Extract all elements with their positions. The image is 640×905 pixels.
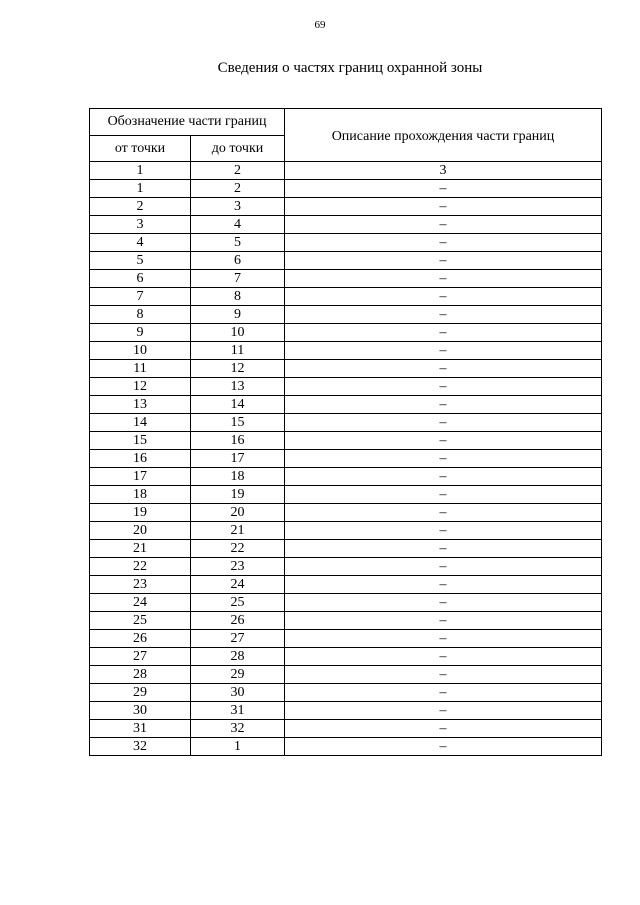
table-row <box>90 198 602 216</box>
description-cell: – <box>285 468 602 486</box>
from-point-cell: 25 <box>90 612 191 630</box>
to-point-cell: 30 <box>191 684 285 702</box>
to-point-cell: 27 <box>191 630 285 648</box>
to-point-cell: 10 <box>191 324 285 342</box>
from-point-cell: 2 <box>90 198 191 216</box>
header-boundary-description: Описание прохождения части границ <box>285 109 602 162</box>
column-number-row <box>90 162 602 180</box>
description-cell: – <box>285 324 602 342</box>
to-point-cell: 14 <box>191 396 285 414</box>
from-point-cell: 16 <box>90 450 191 468</box>
to-point-cell: 32 <box>191 720 285 738</box>
from-point-cell: 27 <box>90 648 191 666</box>
description-cell: – <box>285 306 602 324</box>
description-cell: – <box>285 198 602 216</box>
from-point-cell: 28 <box>90 666 191 684</box>
table-row <box>90 234 602 252</box>
from-point-cell: 19 <box>90 504 191 522</box>
description-cell: – <box>285 576 602 594</box>
to-point-cell: 15 <box>191 414 285 432</box>
description-cell: – <box>285 702 602 720</box>
description-cell: – <box>285 270 602 288</box>
page-number: 69 <box>314 19 326 31</box>
table-row <box>90 306 602 324</box>
table-row <box>90 270 602 288</box>
from-point-cell: 18 <box>90 486 191 504</box>
table-row <box>90 576 602 594</box>
description-cell: – <box>285 522 602 540</box>
to-point-cell: 22 <box>191 540 285 558</box>
table-row <box>90 630 602 648</box>
table-row <box>90 558 602 576</box>
from-point-cell: 14 <box>90 414 191 432</box>
table-row <box>90 738 602 756</box>
description-cell: – <box>285 612 602 630</box>
header-from-point: от точки <box>90 136 191 162</box>
table-row <box>90 540 602 558</box>
description-cell: – <box>285 216 602 234</box>
to-point-cell: 6 <box>191 252 285 270</box>
description-cell: – <box>285 504 602 522</box>
to-point-cell: 2 <box>191 180 285 198</box>
boundary-parts-table <box>89 108 602 756</box>
to-point-cell: 11 <box>191 342 285 360</box>
to-point-cell: 7 <box>191 270 285 288</box>
from-point-cell: 24 <box>90 594 191 612</box>
from-point-cell: 13 <box>90 396 191 414</box>
from-point-cell: 1 <box>90 180 191 198</box>
description-cell: – <box>285 684 602 702</box>
description-cell: – <box>285 666 602 684</box>
table-row <box>90 324 602 342</box>
description-cell: – <box>285 738 602 756</box>
from-point-cell: 7 <box>90 288 191 306</box>
description-cell: – <box>285 360 602 378</box>
to-point-cell: 16 <box>191 432 285 450</box>
from-point-cell: 11 <box>90 360 191 378</box>
to-point-cell: 1 <box>191 738 285 756</box>
from-point-cell: 22 <box>90 558 191 576</box>
from-point-cell: 5 <box>90 252 191 270</box>
to-point-cell: 19 <box>191 486 285 504</box>
table-row <box>90 378 602 396</box>
table-row <box>90 684 602 702</box>
from-point-cell: 30 <box>90 702 191 720</box>
description-cell: – <box>285 648 602 666</box>
column-number: 2 <box>191 162 285 180</box>
to-point-cell: 20 <box>191 504 285 522</box>
to-point-cell: 5 <box>191 234 285 252</box>
table-body <box>90 162 602 756</box>
table-row <box>90 216 602 234</box>
table-row <box>90 288 602 306</box>
from-point-cell: 29 <box>90 684 191 702</box>
table-row <box>90 702 602 720</box>
from-point-cell: 20 <box>90 522 191 540</box>
to-point-cell: 23 <box>191 558 285 576</box>
to-point-cell: 3 <box>191 198 285 216</box>
from-point-cell: 9 <box>90 324 191 342</box>
to-point-cell: 31 <box>191 702 285 720</box>
description-cell: – <box>285 594 602 612</box>
table-row <box>90 594 602 612</box>
from-point-cell: 3 <box>90 216 191 234</box>
from-point-cell: 12 <box>90 378 191 396</box>
from-point-cell: 6 <box>90 270 191 288</box>
from-point-cell: 10 <box>90 342 191 360</box>
table-row <box>90 468 602 486</box>
table-row <box>90 432 602 450</box>
from-point-cell: 4 <box>90 234 191 252</box>
description-cell: – <box>285 288 602 306</box>
table-row <box>90 504 602 522</box>
table-row <box>90 252 602 270</box>
to-point-cell: 17 <box>191 450 285 468</box>
description-cell: – <box>285 234 602 252</box>
description-cell: – <box>285 180 602 198</box>
table-row <box>90 180 602 198</box>
table-row <box>90 648 602 666</box>
table-row <box>90 522 602 540</box>
description-cell: – <box>285 414 602 432</box>
from-point-cell: 8 <box>90 306 191 324</box>
column-number: 1 <box>90 162 191 180</box>
table-row <box>90 342 602 360</box>
to-point-cell: 18 <box>191 468 285 486</box>
to-point-cell: 25 <box>191 594 285 612</box>
description-cell: – <box>285 342 602 360</box>
to-point-cell: 29 <box>191 666 285 684</box>
description-cell: – <box>285 630 602 648</box>
to-point-cell: 13 <box>191 378 285 396</box>
description-cell: – <box>285 378 602 396</box>
to-point-cell: 8 <box>191 288 285 306</box>
description-cell: – <box>285 540 602 558</box>
table-row <box>90 414 602 432</box>
table-row <box>90 486 602 504</box>
header-boundary-part-designation: Обозначение части границ <box>90 109 285 136</box>
to-point-cell: 12 <box>191 360 285 378</box>
from-point-cell: 23 <box>90 576 191 594</box>
table-row <box>90 612 602 630</box>
to-point-cell: 24 <box>191 576 285 594</box>
table-row <box>90 360 602 378</box>
to-point-cell: 21 <box>191 522 285 540</box>
to-point-cell: 26 <box>191 612 285 630</box>
description-cell: – <box>285 720 602 738</box>
from-point-cell: 26 <box>90 630 191 648</box>
description-cell: – <box>285 558 602 576</box>
table-row <box>90 666 602 684</box>
from-point-cell: 17 <box>90 468 191 486</box>
from-point-cell: 15 <box>90 432 191 450</box>
table-row <box>90 450 602 468</box>
page-title: Сведения о частях границ охранной зоны <box>217 60 483 76</box>
table-row <box>90 396 602 414</box>
description-cell: – <box>285 252 602 270</box>
description-cell: – <box>285 450 602 468</box>
table-row <box>90 720 602 738</box>
header-to-point: до точки <box>191 136 285 162</box>
column-number: 3 <box>285 162 602 180</box>
from-point-cell: 31 <box>90 720 191 738</box>
description-cell: – <box>285 432 602 450</box>
description-cell: – <box>285 396 602 414</box>
from-point-cell: 21 <box>90 540 191 558</box>
to-point-cell: 4 <box>191 216 285 234</box>
to-point-cell: 9 <box>191 306 285 324</box>
to-point-cell: 28 <box>191 648 285 666</box>
from-point-cell: 32 <box>90 738 191 756</box>
description-cell: – <box>285 486 602 504</box>
